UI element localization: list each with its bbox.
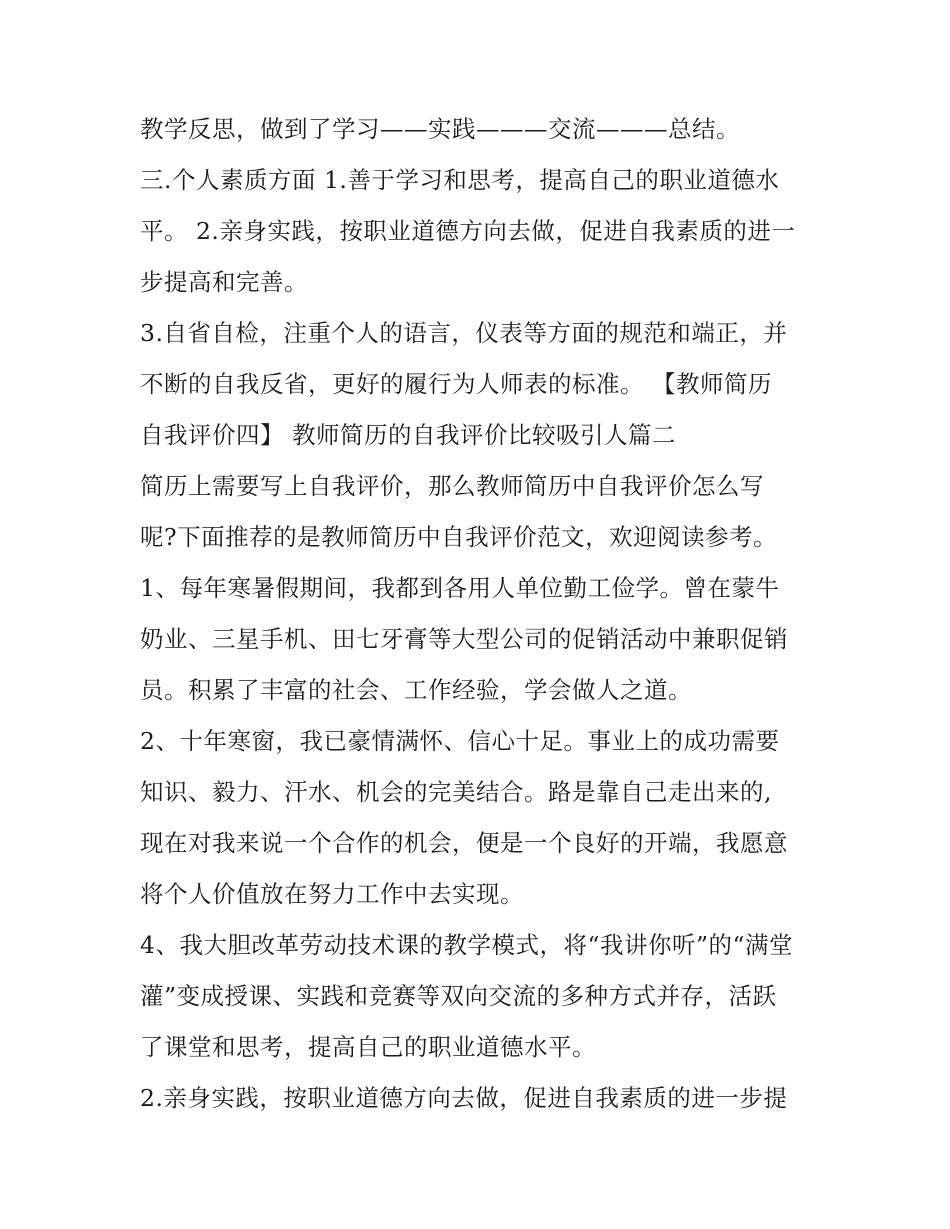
text-line: 2、十年寒窗，我已豪情满怀、信心十足。事业上的成功需要 xyxy=(140,727,780,755)
text-line: 知识、毅力、汗水、机会的完美结合。路是靠自己走出来的, xyxy=(140,778,772,806)
text-line: 灌”变成授课、实践和竞赛等双向交流的多种方式并存，活跃 xyxy=(140,982,777,1010)
text-line: 1、每年寒暑假期间，我都到各用人单位勤工俭学。曾在蒙牛 xyxy=(140,574,780,602)
text-line: 4、我大胆改革劳动技术课的教学模式，将“我讲你听”的“满堂 xyxy=(140,931,793,959)
text-line: 奶业、三星手机、田七牙膏等大型公司的促销活动中兼职促销 xyxy=(140,625,788,653)
text-line: 步提高和完善。 xyxy=(140,268,308,296)
text-line: 简历上需要写上自我评价，那么教师简历中自我评价怎么写 xyxy=(140,472,764,500)
text-line: 不断的自我反省，更好的履行为人师表的标准。 【教师简历 xyxy=(140,370,772,398)
text-line: 2.亲身实践，按职业道德方向去做，促进自我素质的进一步提 xyxy=(140,1084,788,1112)
text-line: 将个人价值放在努力工作中去实现。 xyxy=(140,880,524,908)
text-line: 平。 2.亲身实践，按职业道德方向去做，促进自我素质的进一 xyxy=(140,217,796,245)
document-body xyxy=(140,104,820,1124)
text-line: 员。积累了丰富的社会、工作经验，学会做人之道。 xyxy=(140,676,692,704)
text-line: 了课堂和思考，提高自己的职业道德水平。 xyxy=(140,1033,596,1061)
text-line: 呢?下面推荐的是教师简历中自我评价范文，欢迎阅读参考。 xyxy=(140,523,778,551)
text-line: 教学反思，做到了学习——实践———交流———总结。 xyxy=(140,115,740,143)
text-line: 三.个人素质方面 1.善于学习和思考，提高自己的职业道德水 xyxy=(140,166,780,194)
text-line: 自我评价四】 教师简历的自我评价比较吸引人篇二 xyxy=(140,421,676,449)
text-line: 现在对我来说一个合作的机会，便是一个良好的开端，我愿意 xyxy=(140,829,788,857)
text-line: 3.自省自检，注重个人的语言，仪表等方面的规范和端正，并 xyxy=(140,319,788,347)
